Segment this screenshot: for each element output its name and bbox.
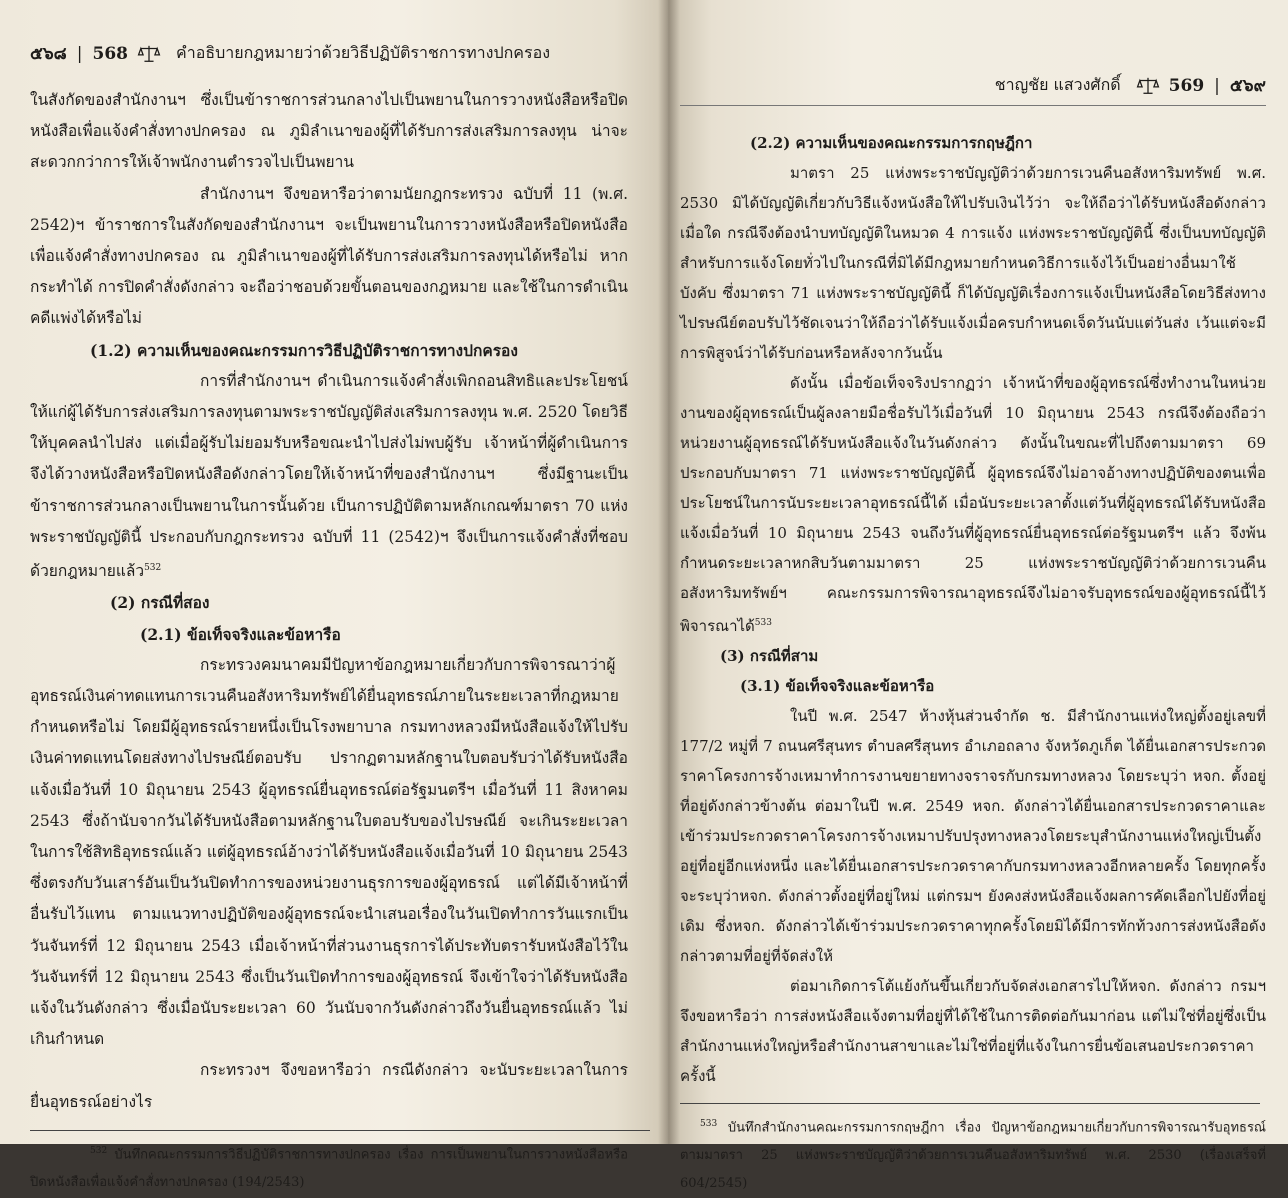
footnote-divider (30, 1130, 650, 1131)
paragraph (30, 366, 628, 588)
book-gutter (658, 0, 680, 1144)
scales-of-justice-icon (1137, 76, 1159, 96)
paragraph: ต่อมาเกิดการโต้แย้งกันขึ้นเกี่ยวกับจัดส่งเอกสารไปให้หจก. ดังกล่าว กรมฯ จึงขอหารือว่า การส่งหนังสือแจ้งตามที่อยู่ที่ได้ใช้ในการติดต่อกันมาก่อน แต่ไม่ใช่ที่อยู่ซึ่งเป็นสำนักงานแห่งใหญ่หรือสำนักงานสาขาและไม่ใช่ที่อยู่ที่แจ้งในการยื่นข้อเสนอประกวดราคาครั้งนี้ (680, 977, 1266, 1085)
left-body (30, 85, 628, 1118)
footnote-number: 533 (700, 1119, 718, 1129)
paragraph: ในสังกัดของสำนักงานฯ ซึ่งเป็นข้าราชการส่วนกลางไปเป็นพยานในการวางหนังสือหรือปิดหนังสือเพื่อแจ้งคำสั่งทางปกครอง ณ ภูมิลำเนาของผู้ที่ได้รับการส่งเสริมการลงทุน น่าจะสะดวกกว่าการให้เจ้าพนักงานตำรวจไปเป็นพยาน (30, 91, 628, 172)
section-heading: (3.1) ข้อเท็จจริงและข้อหารือ (740, 677, 935, 695)
left-running-head (30, 40, 628, 67)
right-body (680, 128, 1266, 1198)
paragraph: ในปี พ.ศ. 2547 ห้างหุ้นส่วนจำกัด ช. มีสำนักงานแห่งใหญ่ตั้งอยู่เลขที่ 177/2 หมู่ที่ 7 ถนนศรีสุนทร ตำบลศรีสุนทร อำเภอถลาง จังหวัดภูเก็ต ได้ยื่นเอกสารประกวดราคาโครงการจ้างเหมาทำการงานขยายทางจราจรกับกรมทางหลวง โดยระบุว่า หจก. ตั้งอยู่ที่อยู่ดังกล่าวข้างต้น ต่อมาในปี พ.ศ. 2549 หจก. ดังกล่าวได้ยื่นเอกสารประกวดราคาและเข้าร่วมประกวดราคาโครงการจ้างเหมาปรับปรุงทางหลวงโดยระบุสำนักงานแห่งใหญ่เป็นตั้งอยู่ที่อยู่อีกแห่งหนึ่ง และได้ยื่นเอกสารประกวดราคากับกรมทางหลวงอีกหลายครั้ง โดยทุกครั้งจะระบุว่าหจก. ดังกล่าวตั้งอยู่ที่อยู่ใหม่ แต่กรมฯ ยังคงส่งหนังสือแจ้งผลการคัดเลือกไปยังที่อยู่เดิม ซึ่งหจก. ดังกล่าวได้เข้าร่วมประกวดราคาทุกครั้งโดยมิได้มีการทักท้วงการส่งหนังสือดังกล่าวตามที่อยู่ที่จัดส่งให้ (680, 707, 1266, 965)
footnote-divider (680, 1103, 1260, 1104)
page-number: 569 (1168, 75, 1205, 96)
section-heading: (3) กรณีที่สาม (720, 647, 819, 665)
running-title: คำอธิบายกฎหมายว่าด้วยวิธีปฏิบัติราชการทางปกครอง (176, 43, 550, 62)
paragraph-text: ดังนั้น เมื่อข้อเท็จจริงปรากฏว่า เจ้าหน้าที่ของผู้อุทธรณ์ซึ่งทำงานในหน่วยงานของผู้อุทธรณ์เป็นผู้ลงลายมือชื่อรับไว้เมื่อวันที่ 10 มิถุนายน 2543 กรณีจึงต้องถือว่าหน่วยงานผู้อุทธรณ์ได้รับหนังสือแจ้งในวันดังกล่าว ดังนั้นในขณะที่ไปถึงตามมาตรา 69 ประกอบกับมาตรา 71 แห่งพระราชบัญญัตินี้ ผู้อุทธรณ์จึงไม่อาจอ้างทางปฏิบัติของตนเพื่อประโยชน์ในการนับระยะเวลาอุทธรณ์นี้ได้ เมื่อนับระยะเวลาตั้งแต่วันที่ผู้อุทธรณ์ได้รับหนังสือแจ้งเมื่อวันที่ 10 มิถุนายน 2543 จนถึงวันที่ผู้อุทธรณ์ยื่นอุทธรณ์ต่อรัฐมนตรีฯ แล้ว จึงพ้นกำหนดระยะเวลาหกสิบวันตามมาตรา 25 แห่งพระราชบัญญัติว่าด้วยการเวนคืนอสังหาริมทรัพย์ฯ คณะกรรมการพิจารณาอุทธรณ์จึงไม่อาจรับอุทธรณ์ของผู้อุทธรณ์นี้ไว้พิจารณาได้ (680, 374, 1266, 635)
paragraph: สำนักงานฯ จึงขอหารือว่าตามนัยกฎกระทรวง ฉบับที่ 11 (พ.ศ. 2542)ฯ ข้าราชการในสังกัดของสำนักงานฯ จะเป็นพยานในการวางหนังสือหรือปิดหนังสือเพื่อแจ้งคำสั่งทางปกครอง ณ ภูมิลำเนาของผู้ที่ได้รับการส่งเสริมการลงทุนได้หรือไม่ หากกระทำได้ การปิดคำสั่งดังกล่าว จะถือว่าชอบด้วยขั้นตอนของกฎหมาย และใช้ในการดำเนินคดีแพ่งได้หรือไม่ (30, 184, 628, 328)
footnote-line (680, 1110, 1266, 1198)
page-number-thai: ๕๖๙ (1229, 76, 1266, 96)
footnote-text: บันทึกสำนักงานคณะกรรมการกฤษฎีกา เรื่อง ปัญหาข้อกฎหมายเกี่ยวกับการพิจารณารับอุทธรณ์ตามมาตรา 25 แห่งพระราชบัญญัติว่าด้วยการเวนคืนอสังหาริมทรัพย์ พ.ศ. 2530 (เรื่องเสร็จที่ 604/2545) (680, 1120, 1266, 1192)
footnote-text: บันทึกคณะกรรมการวิธีปฏิบัติราชการทางปกครอง เรื่อง การเป็นพยานในการวางหนังสือหรือปิดหนังสือเพื่อแจ้งคำสั่งทางปกครอง (194/2543) (30, 1147, 628, 1191)
section-heading: (1.2) ความเห็นของคณะกรรมการวิธีปฏิบัติราชการทางปกครอง (90, 340, 518, 360)
footnote-ref: 533 (754, 618, 772, 628)
left-footnote (30, 1137, 628, 1197)
paragraph: กระทรวงฯ จึงขอหารือว่า กรณีดังกล่าว จะนับระยะเวลาในการยื่นอุทธรณ์อย่างไร (30, 1061, 628, 1111)
author-name: ชาญชัย แสวงศักดิ์ (994, 75, 1121, 94)
footnote-line (30, 1137, 628, 1197)
right-body-text (680, 128, 1266, 1091)
separator: | (1214, 75, 1220, 96)
section-heading: (2.2) ความเห็นของคณะกรรมการกฤษฎีกา (750, 134, 1033, 152)
section-heading: (2.1) ข้อเท็จจริงและข้อหารือ (140, 624, 341, 644)
page-number-thai: ๕๖๘ (30, 44, 67, 64)
footnote-ref: 532 (144, 563, 162, 574)
right-running-head (680, 72, 1266, 106)
footnote-number: 532 (90, 1145, 108, 1156)
paragraph: มาตรา 25 แห่งพระราชบัญญัติว่าด้วยการเวนคืนอสังหาริมทรัพย์ พ.ศ. 2530 มิได้บัญญัติเกี่ยวกับวิธีแจ้งหนังสือให้ไปรับเงินไว้ว่า จะให้ถือว่าได้รับหนังสือดังกล่าวเมื่อใด กรณีจึงต้องนำบทบัญญัติในหมวด 4 การแจ้ง แห่งพระราชบัญญัตินี้ ซึ่งเป็นบทบัญญัติสำหรับการแจ้งโดยทั่วไปในกรณีที่มิได้มีกฎหมายกำหนดวิธีการแจ้งไว้เป็นอย่างอื่นมาใช้บังคับ ซึ่งมาตรา 71 แห่งพระราชบัญญัตินี้ ก็ได้บัญญัติเรื่องการแจ้งเป็นหนังสือโดยวิธีส่งทางไปรษณีย์ตอบรับไว้ชัดเจนว่าให้ถือว่าได้รับแจ้งเมื่อครบกำหนดเจ็ดวันนับแต่วันส่ง เว้นแต่จะมีการพิสูจน์ว่าได้รับก่อนหรือหลังจากวันนั้น (680, 164, 1266, 362)
page-number: 568 (92, 43, 129, 64)
separator: | (76, 43, 83, 64)
right-page (668, 0, 1288, 1192)
paragraph: กระทรวงคมนาคมมีปัญหาข้อกฎหมายเกี่ยวกับการพิจารณาว่าผู้อุทธรณ์เงินค่าทดแทนการเวนคืนอสังหาริมทรัพย์ได้ยื่นอุทธรณ์ภายในระยะเวลาที่กฎหมายกำหนดหรือไม่ โดยมีผู้อุทธรณ์รายหนึ่งเป็นโรงพยาบาล กรมทางหลวงมีหนังสือแจ้งให้ไปรับเงินค่าทดแทนโดยส่งทางไปรษณีย์ตอบรับ ปรากฏตามหลักฐานใบตอบรับว่าได้รับหนังสือแจ้งเมื่อวันที่ 10 มิถุนายน 2543 ผู้อุทธรณ์ยื่นอุทธรณ์ต่อรัฐมนตรีฯ เมื่อวันที่ 11 สิงหาคม 2543 ซึ่งถ้านับจากวันได้รับหนังสือตามหลักฐานใบตอบรับของไปรษณีย์ จะเกินระยะเวลาในการใช้สิทธิอุทธรณ์แล้ว แต่ผู้อุทธรณ์อ้างว่าได้รับหนังสือแจ้งเมื่อวันที่ 10 มิถุนายน 2543 ซึ่งตรงกับวันเสาร์อันเป็นวันปิดทำการของหน่วยงานธุรการของผู้อุทธรณ์ แต่ได้มีเจ้าหน้าที่อื่นรับไว้แทน ตามแนวทางปฏิบัติของผู้อุทธรณ์จะนำเสนอเรื่องในวันเปิดทำการวันแรกเป็นวันจันทร์ที่ 12 มิถุนายน 2543 เมื่อเจ้าหน้าที่ส่วนงานธุรการได้ประทับตรารับหนังสือไว้ในวันจันทร์ที่ 12 มิถุนายน 2543 ซึ่งเป็นวันเปิดทำการของผู้อุทธรณ์ จึงเข้าใจว่าได้รับหนังสือแจ้งในวันดังกล่าว ซึ่งเมื่อนับระยะเวลา 60 วันนับจากวันดังกล่าวถึงวันยื่นอุทธรณ์แล้ว ไม่เกินกำหนด (30, 655, 628, 1049)
paragraph (680, 368, 1266, 641)
scales-of-justice-icon (138, 44, 160, 64)
paragraph-text: การที่สำนักงานฯ ดำเนินการแจ้งคำสั่งเพิกถอนสิทธิและประโยชน์ให้แก่ผู้ได้รับการส่งเสริมการลงทุนตามพระราชบัญญัติส่งเสริมการลงทุน พ.ศ. 2520 โดยวิธีให้บุคคลนำไปส่ง แต่เมื่อผู้รับไม่ยอมรับหรือขณะนำไปส่งไม่พบผู้รับ เจ้าหน้าที่ผู้ดำเนินการ จึงได้วางหนังสือหรือปิดหนังสือดังกล่าวโดยให้เจ้าหน้าที่ของสำนักงานฯ ซึ่งมีฐานะเป็นข้าราชการส่วนกลางเป็นพยานในการนั้นด้วย เป็นการปฏิบัติตามหลักเกณฑ์มาตรา 70 แห่งพระราชบัญญัตินี้ ประกอบกับกฎกระทรวง ฉบับที่ 11 (2542)ฯ จึงเป็นการแจ้งคำสั่งที่ชอบด้วยกฎหมายแล้ว (30, 371, 628, 581)
section-heading: (2) กรณีที่สอง (110, 593, 210, 613)
right-footnote (680, 1110, 1266, 1198)
